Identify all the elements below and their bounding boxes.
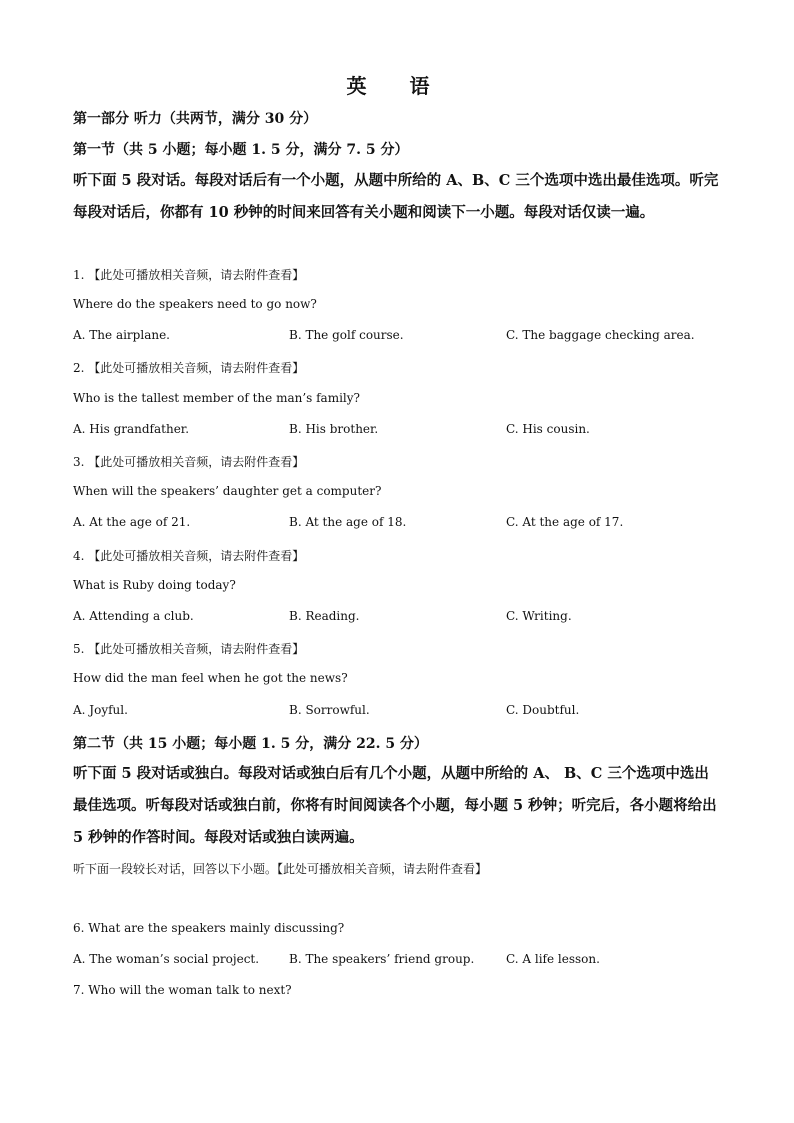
audio-placeholder-5[interactable]: 5. 【此处可播放相关音频，请去附件查看】 xyxy=(73,642,305,656)
option-3a: A. At the age of 21. xyxy=(73,515,191,529)
question-6: 6. What are the speakers mainly discussing? xyxy=(73,921,345,935)
audio-placeholder-4[interactable]: 4. 【此处可播放相关音频，请去附件查看】 xyxy=(73,549,305,563)
question-2: Who is the tallest member of the man’s family? xyxy=(73,391,360,405)
audio-placeholder-2[interactable]: 2. 【此处可播放相关音频，请去附件查看】 xyxy=(73,361,305,375)
audio-placeholder-1[interactable]: 1. 【此处可播放相关音频，请去附件查看】 xyxy=(73,268,305,282)
section1-instructions: 听下面 5 段对话。每段对话后有一个小题，从题中所给的 A、B、C 三个选项中选出最佳选项。听完每段对话后，你都有 10 秒钟的时间来回答有关小题和阅读下一小题。每段对话仅读一遍。 xyxy=(73,172,719,221)
option-1c: C. The baggage checking area. xyxy=(506,328,695,342)
question-4: What is Ruby doing today? xyxy=(73,578,236,592)
question-3: When will the speakers’ daughter get a computer? xyxy=(73,484,382,498)
option-6c: C. A life lesson. xyxy=(506,952,600,966)
option-2c: C. His cousin. xyxy=(506,422,590,436)
question-1: Where do the speakers need to go now? xyxy=(73,297,317,311)
option-6a: A. The woman’s social project. xyxy=(73,952,260,966)
part1-heading: 第一部分 听力（共两节，满分 30 分） xyxy=(73,111,318,127)
option-4a: A. Attending a club. xyxy=(73,609,194,623)
question-5: How did the man feel when he got the news? xyxy=(73,671,348,685)
option-6b: B. The speakers’ friend group. xyxy=(289,952,475,966)
option-3b: B. At the age of 18. xyxy=(289,515,407,529)
question-7: 7. Who will the woman talk to next? xyxy=(73,983,292,997)
option-4c: C. Writing. xyxy=(506,609,572,623)
option-5b: B. Sorrowful. xyxy=(289,703,370,717)
audio-placeholder-3[interactable]: 3. 【此处可播放相关音频，请去附件查看】 xyxy=(73,455,305,469)
section2-instructions: 听下面 5 段对话或独白。每段对话或独白后有几个小题，从题中所给的 A、 B、C 三个选项中选出最佳选项。听每段对话或独白前，你将有时间阅读各个小题，每小题 5 秒钟；听完后，各小题将给出 5 秒钟的作答时间。每段对话或独白读两遍。 xyxy=(73,765,717,846)
option-2b: B. His brother. xyxy=(289,422,379,436)
option-1b: B. The golf course. xyxy=(289,328,404,342)
section1-heading: 第一节（共 5 小题；每小题 1. 5 分，满分 7. 5 分） xyxy=(73,142,409,158)
option-2a: A. His grandfather. xyxy=(73,422,190,436)
page-title: 英 语 xyxy=(346,74,448,98)
section2-heading: 第二节（共 15 小题；每小题 1. 5 分，满分 22. 5 分） xyxy=(73,736,428,752)
option-1a: A. The airplane. xyxy=(73,328,170,342)
option-5a: A. Joyful. xyxy=(73,703,128,717)
option-5c: C. Doubtful. xyxy=(506,703,580,717)
option-4b: B. Reading. xyxy=(289,609,360,623)
listen-note[interactable]: 听下面一段较长对话，回答以下小题。【此处可播放相关音频，请去附件查看】 xyxy=(73,862,488,876)
option-3c: C. At the age of 17. xyxy=(506,515,624,529)
